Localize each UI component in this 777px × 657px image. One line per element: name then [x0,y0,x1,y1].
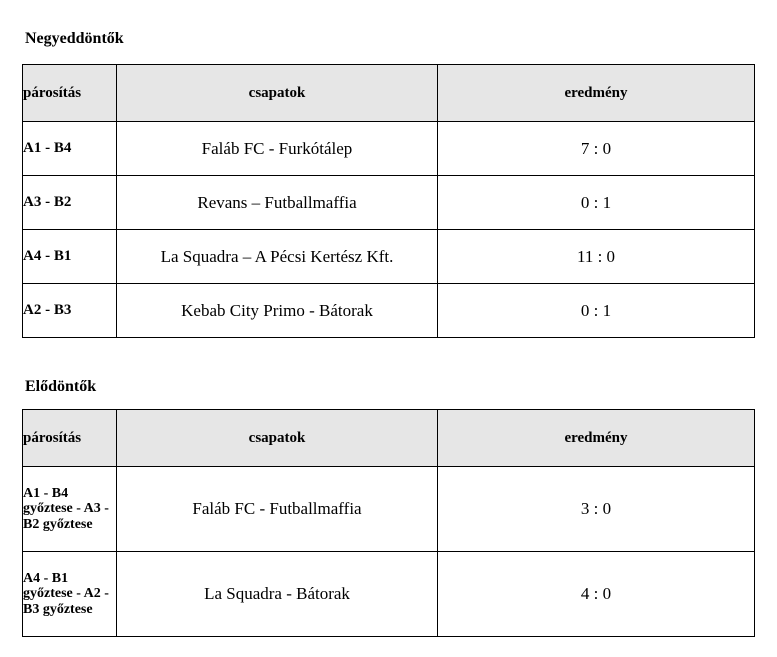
cell-teams: La Squadra – A Pécsi Kertész Kft. [117,230,438,284]
cell-result: 11 : 0 [438,230,755,284]
quarterfinals-table-body [23,122,755,338]
semifinals-table-header [23,410,755,467]
table-row [23,552,755,637]
cell-pairing: A2 - B3 [23,284,117,338]
column-header-pairing: párosítás [23,410,117,467]
cell-pairing: A3 - B2 [23,176,117,230]
cell-teams: Faláb FC - Futballmaffia [117,467,438,552]
cell-teams: Kebab City Primo - Bátorak [117,284,438,338]
column-header-teams: csapatok [117,65,438,122]
table-row [23,284,755,338]
semifinals-table-body [23,467,755,637]
cell-result: 0 : 1 [438,284,755,338]
table-row [23,467,755,552]
column-header-result: eredmény [438,410,755,467]
cell-result: 3 : 0 [438,467,755,552]
column-header-teams: csapatok [117,410,438,467]
cell-pairing: A1 - B4 [23,122,117,176]
column-header-pairing: párosítás [23,65,117,122]
cell-pairing: A1 - B4 győztese - A3 - B2 győztese [23,467,117,552]
cell-result: 4 : 0 [438,552,755,637]
table-header-row [23,65,755,122]
table-row [23,122,755,176]
table-row [23,230,755,284]
quarterfinals-table [22,64,755,338]
cell-teams: Faláb FC - Furkótálep [117,122,438,176]
cell-teams: Revans – Futballmaffia [117,176,438,230]
column-header-result: eredmény [438,65,755,122]
cell-result: 7 : 0 [438,122,755,176]
cell-pairing: A4 - B1 győztese - A2 - B3 győztese [23,552,117,637]
table-row [23,176,755,230]
cell-result: 0 : 1 [438,176,755,230]
cell-teams: La Squadra - Bátorak [117,552,438,637]
quarterfinals-heading: Negyeddöntők [25,30,124,47]
table-header-row [23,410,755,467]
semifinals-heading: Elődöntők [25,378,97,395]
cell-pairing: A4 - B1 [23,230,117,284]
quarterfinals-table-header [23,65,755,122]
semifinals-table [22,409,755,637]
